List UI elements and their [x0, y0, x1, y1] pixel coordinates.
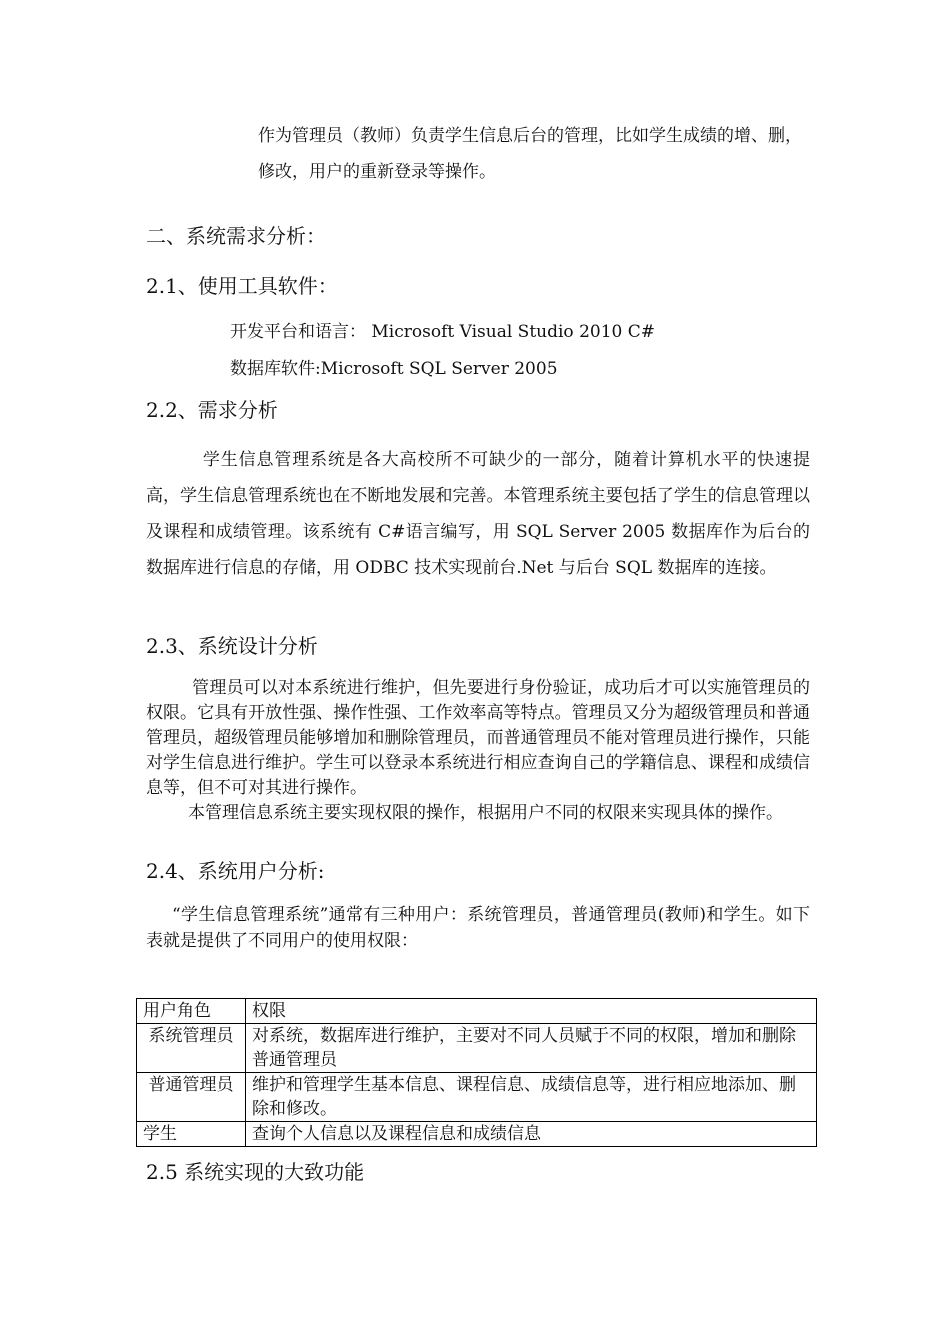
table-row	[137, 1073, 817, 1122]
design-section	[146, 676, 810, 826]
permission-cell: 对系统，数据库进行维护，主要对不同人员赋于不同的权限，增加和删除普通管理员	[246, 1024, 817, 1073]
design-paragraph-1: 管理员可以对本系统进行维护，但先要进行身份验证，成功后才可以实施管理员的权限。它具有开放性强、操作性强、工作效率高等特点。管理员又分为超级管理员和普通管理员，超级管理员能够增加和删除管理员，而普通管理员不能对管理员进行操作，只能对学生信息进行维护。学生可以登录本系统进行相应查询自己的学籍信息、课程和成绩信息等，但不可对其进行操作。	[146, 678, 810, 798]
tool-database: 数据库软件:Microsoft SQL Server 2005	[230, 359, 558, 379]
requirements-paragraph	[146, 442, 810, 586]
header-role: 用户角色	[137, 999, 246, 1024]
permission-cell: 查询个人信息以及课程信息和成绩信息	[246, 1122, 817, 1147]
heading-2-2: 2.2、需求分析	[146, 398, 278, 422]
heading-2-4: 2.4、系统用户分析:	[146, 859, 325, 883]
table-row	[137, 1122, 817, 1147]
role-cell: 系统管理员	[137, 1024, 246, 1073]
heading-section-2: 二、系统需求分析：	[146, 224, 326, 248]
role-cell: 普通管理员	[137, 1073, 246, 1122]
table-row	[137, 1024, 817, 1073]
permission-cell: 维护和管理学生基本信息、课程信息、成绩信息等，进行相应地添加、删除和修改。	[246, 1073, 817, 1122]
role-cell: 学生	[137, 1122, 246, 1147]
heading-2-3: 2.3、系统设计分析	[146, 634, 318, 658]
requirements-text: 学生信息管理系统是各大高校所不可缺少的一部分，随着计算机水平的快速提高，学生信息管理系统也在不断地发展和完善。本管理系统主要包括了学生的信息管理以及课程和成绩管理。该系统有 C#语言编写，用 SQL Server 2005 数据库作为后台的数据库进行信息的存储，用 ODBC 技术实现前台.Net 与后台 SQL 数据库的连接。	[146, 450, 810, 578]
heading-2-1: 2.1、使用工具软件：	[146, 274, 338, 298]
users-paragraph: “学生信息管理系统”通常有三种用户：系统管理员，普通管理员(教师)和学生。如下表就是提供了不同用户的使用权限：	[146, 905, 810, 951]
design-paragraph-2: 本管理信息系统主要实现权限的操作，根据用户不同的权限来实现具体的操作。	[188, 803, 783, 823]
tool-platform: 开发平台和语言： Microsoft Visual Studio 2010 C#	[230, 322, 655, 342]
intro-paragraph: 作为管理员（教师）负责学生信息后台的管理，比如学生成绩的增、删，修改，用户的重新登录等操作。	[258, 126, 802, 182]
heading-2-5: 2.5 系统实现的大致功能	[146, 1160, 365, 1184]
table-header-row	[137, 999, 817, 1024]
permissions-table	[136, 998, 817, 1147]
header-permission: 权限	[246, 999, 817, 1024]
